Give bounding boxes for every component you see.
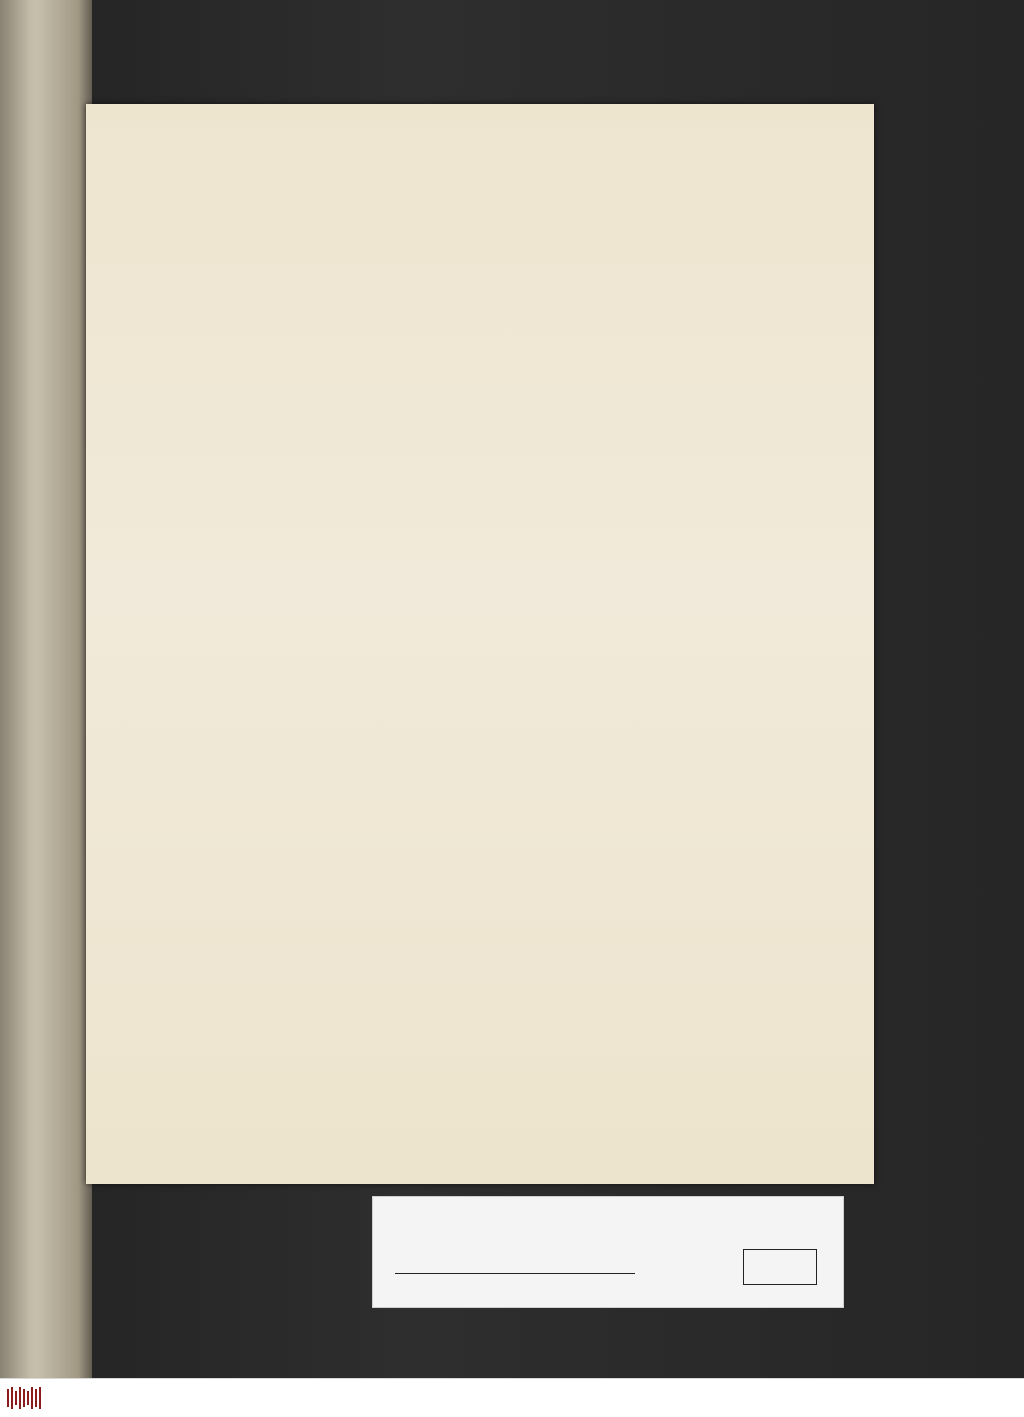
book-page <box>86 104 874 1184</box>
ruler-numbers <box>387 1279 647 1301</box>
measurement-ruler <box>395 1241 635 1274</box>
viewer-footer-bar <box>0 1378 1024 1417</box>
page-text-block <box>98 142 858 170</box>
running-head <box>98 142 858 168</box>
digitization-logo-icon <box>6 1385 46 1411</box>
color-scale-card <box>372 1196 844 1308</box>
previous-page-edge <box>0 0 92 1378</box>
gray-scale-swatches <box>743 1249 817 1285</box>
